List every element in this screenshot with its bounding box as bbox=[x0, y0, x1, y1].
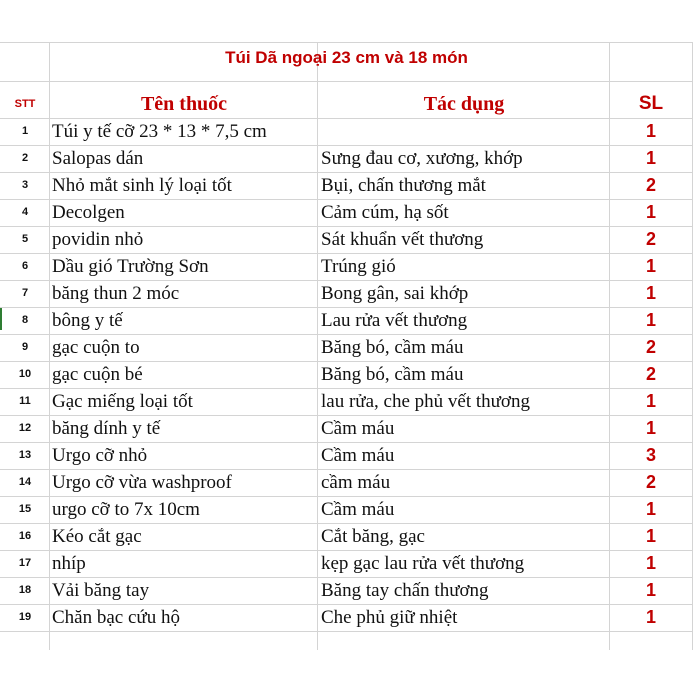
medicine-effect: Sát khuẩn vết thương bbox=[321, 229, 484, 250]
medicine-effect: Che phủ giữ nhiệt bbox=[321, 607, 458, 628]
medicine-effect: Sưng đau cơ, xương, khớp bbox=[321, 148, 523, 169]
medicine-effect: Bụi, chấn thương mắt bbox=[321, 175, 486, 196]
medicine-name: Túi y tế cỡ 23 * 13 * 7,5 cm bbox=[52, 121, 267, 142]
row-number: 1 bbox=[21, 125, 29, 137]
table-row bbox=[0, 307, 693, 334]
table-row bbox=[0, 280, 693, 307]
grid-line bbox=[0, 631, 693, 632]
medicine-effect: lau rửa, che phủ vết thương bbox=[321, 391, 530, 412]
sheet-title: Túi Dã ngoại 23 cm và 18 món bbox=[225, 48, 468, 67]
grid-line bbox=[0, 81, 693, 82]
row-number: 2 bbox=[21, 152, 29, 164]
table-row bbox=[0, 361, 693, 388]
row-number: 19 bbox=[18, 611, 32, 623]
medicine-name: Vải băng tay bbox=[52, 580, 150, 601]
row-number: 12 bbox=[18, 422, 32, 434]
quantity: 1 bbox=[645, 526, 656, 546]
row-number: 5 bbox=[21, 233, 29, 245]
quantity: 1 bbox=[645, 499, 656, 519]
medicine-name: Dầu gió Trường Sơn bbox=[52, 256, 209, 277]
medicine-effect: Cảm cúm, hạ sốt bbox=[321, 202, 449, 223]
quantity: 1 bbox=[645, 391, 656, 411]
table-row bbox=[0, 496, 693, 523]
medicine-effect: Bong gân, sai khớp bbox=[321, 283, 469, 304]
row-number: 8 bbox=[21, 314, 29, 326]
table-row bbox=[0, 604, 693, 631]
table-row bbox=[0, 550, 693, 577]
row-number: 4 bbox=[21, 206, 29, 218]
medicine-effect: Cầm máu bbox=[321, 445, 395, 466]
table-row bbox=[0, 199, 693, 226]
row-number: 16 bbox=[18, 530, 32, 542]
row-number: 13 bbox=[18, 449, 32, 461]
medicine-name: urgo cỡ to 7x 10cm bbox=[52, 499, 200, 520]
quantity: 1 bbox=[645, 121, 656, 141]
table-row bbox=[0, 172, 693, 199]
medicine-name: Gạc miếng loại tốt bbox=[52, 391, 193, 412]
quantity: 2 bbox=[645, 337, 656, 357]
quantity: 1 bbox=[645, 607, 656, 627]
row-number: 7 bbox=[21, 287, 29, 299]
medicine-name: Kéo cắt gạc bbox=[52, 526, 142, 547]
header-effect: Tác dụng bbox=[423, 93, 505, 115]
quantity: 1 bbox=[645, 553, 656, 573]
medicine-name: nhíp bbox=[52, 553, 86, 574]
quantity: 2 bbox=[645, 229, 656, 249]
row-number: 17 bbox=[18, 557, 32, 569]
quantity: 1 bbox=[645, 148, 656, 168]
row-number: 9 bbox=[21, 341, 29, 353]
quantity: 2 bbox=[645, 472, 656, 492]
header-qty: SL bbox=[638, 93, 664, 114]
grid-line bbox=[0, 42, 693, 43]
row-number: 18 bbox=[18, 584, 32, 596]
table-row bbox=[0, 388, 693, 415]
medicine-name: gạc cuộn to bbox=[52, 337, 140, 358]
medicine-name: povidin nhỏ bbox=[52, 229, 144, 250]
medicine-effect: Băng bó, cầm máu bbox=[321, 364, 464, 385]
medicine-effect: Cắt băng, gạc bbox=[321, 526, 425, 547]
row-number: 6 bbox=[21, 260, 29, 272]
table-row bbox=[0, 334, 693, 361]
table-row bbox=[0, 253, 693, 280]
table-row bbox=[0, 118, 693, 145]
quantity: 1 bbox=[645, 202, 656, 222]
medicine-effect: Lau rửa vết thương bbox=[321, 310, 468, 331]
medicine-effect: cầm máu bbox=[321, 472, 391, 493]
table-row bbox=[0, 577, 693, 604]
row-number: 14 bbox=[18, 476, 32, 488]
quantity: 1 bbox=[645, 418, 656, 438]
row-number: 15 bbox=[18, 503, 32, 515]
quantity: 1 bbox=[645, 310, 656, 330]
medicine-name: băng thun 2 móc bbox=[52, 283, 180, 304]
medicine-effect: Cầm máu bbox=[321, 499, 395, 520]
quantity: 1 bbox=[645, 580, 656, 600]
row-number: 3 bbox=[21, 179, 29, 191]
medicine-effect: Trúng gió bbox=[321, 256, 396, 277]
medicine-name: bông y tế bbox=[52, 310, 123, 331]
table-row bbox=[0, 145, 693, 172]
medicine-effect: Băng bó, cầm máu bbox=[321, 337, 464, 358]
medicine-name: Chăn bạc cứu hộ bbox=[52, 607, 180, 628]
row-number: 11 bbox=[19, 395, 31, 407]
table-row bbox=[0, 226, 693, 253]
quantity: 1 bbox=[645, 283, 656, 303]
header-stt: STT bbox=[14, 98, 36, 110]
medicine-name: gạc cuộn bé bbox=[52, 364, 143, 385]
quantity: 2 bbox=[645, 364, 656, 384]
medicine-effect: Băng tay chấn thương bbox=[321, 580, 489, 601]
table-row bbox=[0, 415, 693, 442]
table-row bbox=[0, 469, 693, 496]
row-number: 10 bbox=[18, 368, 32, 380]
medicine-name: Urgo cỡ vừa washproof bbox=[52, 472, 232, 493]
quantity: 3 bbox=[645, 445, 656, 465]
medicine-name: Salopas dán bbox=[52, 148, 144, 169]
medicine-name: Decolgen bbox=[52, 202, 125, 223]
medicine-name: Nhỏ mắt sinh lý loại tốt bbox=[52, 175, 232, 196]
medicine-effect: Cầm máu bbox=[321, 418, 395, 439]
medicine-name: băng dính y tế bbox=[52, 418, 161, 439]
quantity: 2 bbox=[645, 175, 656, 195]
header-name: Tên thuốc bbox=[140, 93, 228, 115]
medicine-name: Urgo cỡ nhỏ bbox=[52, 445, 148, 466]
medicine-effect: kẹp gạc lau rửa vết thương bbox=[321, 553, 525, 574]
quantity: 1 bbox=[645, 256, 656, 276]
table-row bbox=[0, 523, 693, 550]
table-row bbox=[0, 442, 693, 469]
